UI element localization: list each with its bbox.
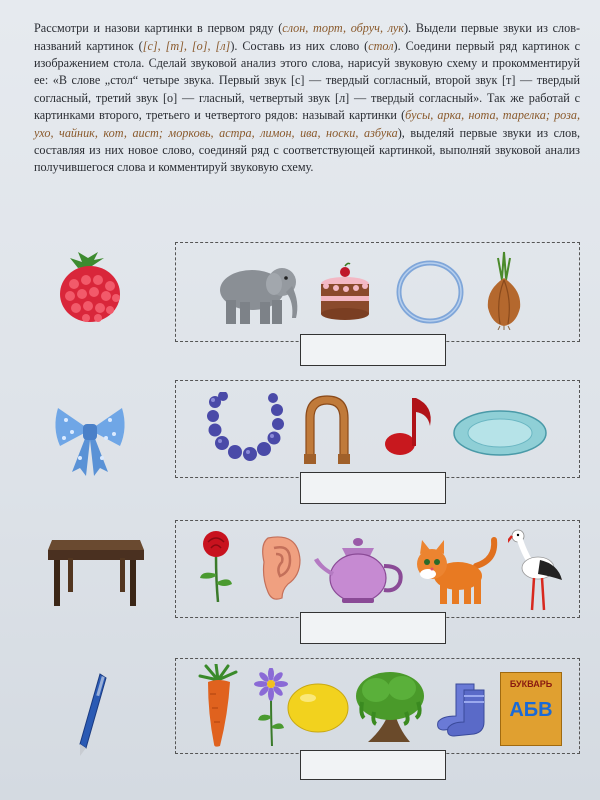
table-icon (44, 536, 148, 608)
willow-icon (354, 666, 428, 746)
note-icon (382, 392, 442, 458)
instruction-word: стол (368, 38, 394, 53)
book-letters: АБВ (509, 699, 553, 721)
aster-icon (254, 668, 288, 746)
cat-icon (414, 536, 500, 608)
task-instruction (34, 20, 580, 177)
instruction-sounds: [с], [т], [о], [л] (142, 38, 231, 53)
elephant-icon (212, 262, 304, 326)
answer-box-row4[interactable] (300, 750, 446, 780)
answer-box-row2[interactable] (300, 472, 446, 504)
bow-icon (50, 398, 130, 478)
book-title: БУКВАРЬ (509, 679, 553, 689)
instruction-words-row1: слон, торт, обруч, лук (282, 21, 404, 36)
rose-icon (194, 530, 238, 602)
lemon-icon (286, 682, 350, 734)
teapot-icon (312, 532, 406, 604)
carrot-icon (196, 664, 242, 748)
answer-box-row3[interactable] (300, 612, 446, 644)
pen-icon (72, 672, 112, 756)
onion-icon (482, 250, 526, 330)
cake-icon (318, 262, 372, 324)
instruction-text: ). Выдели первые звуки из слов-названий картинок ( (34, 21, 581, 53)
instruction-text: ), выделяй первые звуки из слов, составляя из них новое слово, соединяй ряд с соответствующей картинкой, выполняй звуковой анализ получившегося слова и комментируй звуковую схему. (34, 125, 580, 175)
ear-icon (254, 532, 304, 602)
arch-icon (302, 392, 352, 464)
raspberry-icon (48, 248, 128, 328)
hoop-icon (394, 258, 466, 326)
instruction-text: ). Соедини первый ряд картинок с изображением стола. Сделай звуковой анализ этого слова, нарисуй звуковую схему и прокомментируй ее: «В слове „стол“ четыре звука. Первый звук [с] — твердый согласный, второй звук [т] — твердый согласный, третий звук [о] — гласный, четвертый звук [л] — твердый согласный». Так же работай с картинками второго, третьего и четвертого рядов: называй картинки ( (34, 38, 581, 123)
instruction-words-rest: бусы, арка, нота, тарелка; роза, ухо, чайник, кот, аист; морковь, астра, лимон, ива, носки, азбука (34, 108, 580, 140)
plate-icon (452, 408, 548, 458)
instruction-text: Рассмотри и назови картинки в первом ряду ( (34, 21, 283, 36)
answer-box-row1[interactable] (300, 334, 446, 366)
stork-icon (508, 528, 564, 612)
instruction-text: ). Составь из них слово ( (230, 38, 369, 53)
alphabet-book-icon (500, 672, 562, 746)
socks-icon (434, 680, 494, 740)
beads-icon (205, 392, 285, 462)
